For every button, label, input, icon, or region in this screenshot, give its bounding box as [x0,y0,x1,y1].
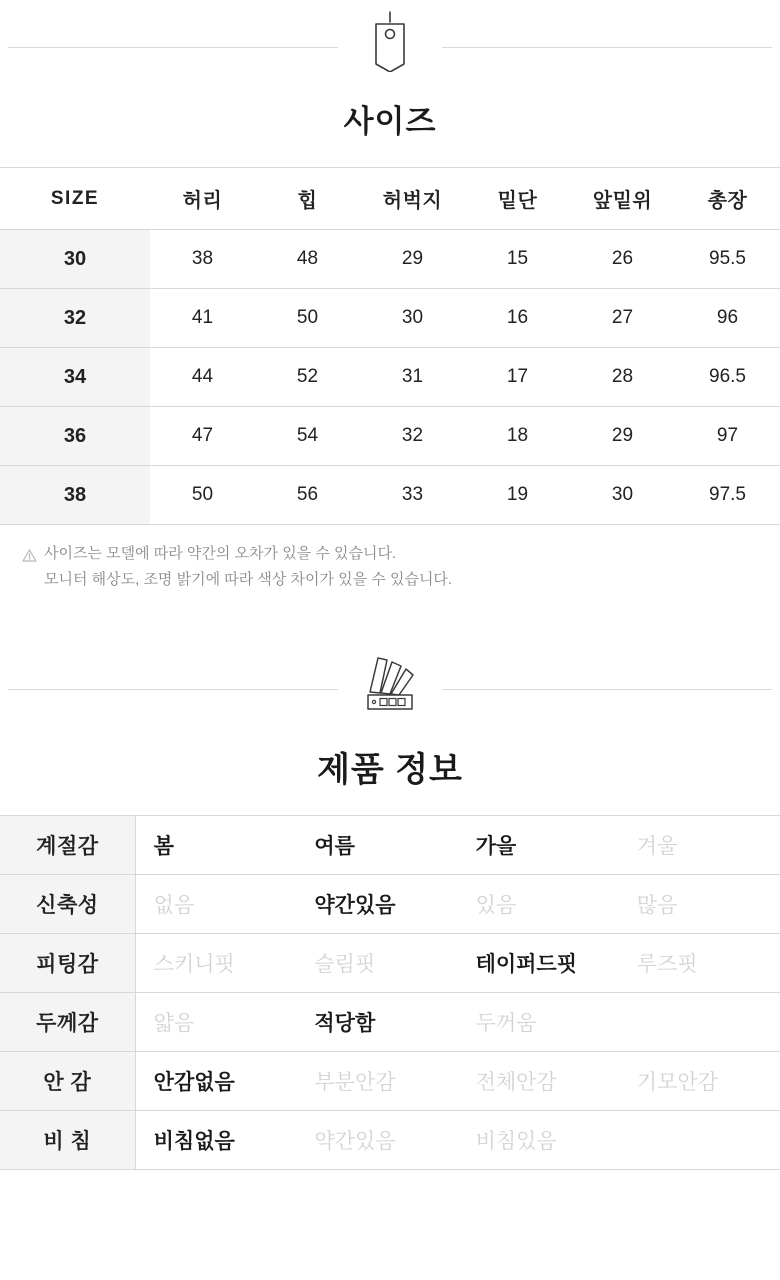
info-option [619,992,780,1051]
header-rule-left [8,47,338,48]
table-row [0,1051,780,1110]
measure-cell: 26 [570,230,675,289]
measure-cell: 33 [360,466,465,525]
fabric-swatch-icon [345,648,435,716]
size-note-line-1: 사이즈는 모델에 따라 약간의 오차가 있을 수 있습니다. [44,545,397,562]
measure-cell: 54 [255,407,360,466]
info-option: 두꺼움 [475,1011,537,1035]
table-row [0,289,780,348]
size-cell: 36 [0,407,150,466]
info-option: 루즈핏 [636,952,698,976]
info-option: 있음 [475,893,517,917]
measure-cell: 19 [465,466,570,525]
size-section-title: 사이즈 [343,104,437,139]
info-row-label: 비 침 [0,1110,135,1169]
info-option: 여름 [314,834,355,858]
measure-cell: 44 [150,348,255,407]
measure-cell: 30 [570,466,675,525]
info-option: 적당함 [314,1011,376,1035]
size-cell: 34 [0,348,150,407]
measure-cell: 29 [360,230,465,289]
measure-cell: 17 [465,348,570,407]
info-option: 없음 [153,893,195,917]
size-col-header: 총장 [675,168,780,230]
table-row [0,407,780,466]
info-option: 스키니핏 [153,952,235,976]
measure-cell: 16 [465,289,570,348]
info-option: 비침없음 [153,1129,235,1153]
product-info-table [0,815,780,1170]
table-row [0,815,780,874]
measure-cell: 50 [255,289,360,348]
measure-cell: 27 [570,289,675,348]
warning-icon [22,545,37,571]
measure-cell: 18 [465,407,570,466]
info-row-label: 두께감 [0,992,135,1051]
info-option: 약간있음 [314,1129,396,1153]
size-col-header: 힙 [255,168,360,230]
measure-cell: 52 [255,348,360,407]
product-section-title: 제품 정보 [317,750,463,789]
measure-cell: 41 [150,289,255,348]
info-option: 기모안감 [636,1070,718,1094]
size-notes [22,541,780,594]
table-row [0,933,780,992]
info-option: 가을 [475,834,517,858]
info-option: 부분안감 [314,1070,396,1094]
size-cell: 30 [0,230,150,289]
size-col-header: 허리 [150,168,255,230]
info-option: 약간있음 [314,893,396,917]
size-section-header [0,0,780,74]
measure-cell: 50 [150,466,255,525]
info-row-label: 피팅감 [0,933,135,992]
header-rule-right [442,689,772,690]
size-notes-text [44,541,452,594]
table-row [0,230,780,289]
size-col-header: 허벅지 [360,168,465,230]
info-option: 안감없음 [153,1070,235,1094]
measure-cell: 97 [675,407,780,466]
info-option: 비침있음 [475,1129,557,1153]
product-section-header [0,642,780,716]
table-row [0,466,780,525]
info-option: 얇음 [153,1011,195,1035]
size-cell: 38 [0,466,150,525]
measure-cell: 95.5 [675,230,780,289]
info-row-label: 계절감 [0,815,135,874]
size-cell: 32 [0,289,150,348]
size-col-header: 밑단 [465,168,570,230]
info-option: 전체안감 [475,1070,557,1094]
info-option: 봄 [153,834,174,858]
table-row [0,1110,780,1169]
info-row-label: 신축성 [0,874,135,933]
measure-cell: 30 [360,289,465,348]
header-rule-left [8,689,338,690]
measure-cell: 29 [570,407,675,466]
info-option: 슬림핏 [314,952,376,976]
measure-cell: 56 [255,466,360,525]
size-col-header: SIZE [0,168,150,230]
size-table [0,167,780,525]
measure-cell: 48 [255,230,360,289]
table-row [0,992,780,1051]
measure-cell: 97.5 [675,466,780,525]
measure-cell: 38 [150,230,255,289]
info-row-label: 안 감 [0,1051,135,1110]
size-col-header: 앞밑위 [570,168,675,230]
measure-cell: 28 [570,348,675,407]
size-note-line-2: 모니터 해상도, 조명 밝기에 따라 색상 차이가 있을 수 있습니다. [44,571,453,589]
table-row [0,874,780,933]
measure-cell: 15 [465,230,570,289]
measure-cell: 32 [360,407,465,466]
header-rule-right [442,47,772,48]
measure-cell: 96.5 [675,348,780,407]
info-option: 테이퍼드핏 [475,952,578,976]
info-option: 겨울 [636,834,678,858]
size-table-header-row [0,168,780,230]
info-option [619,1110,780,1169]
info-option: 많음 [636,893,678,917]
table-row [0,348,780,407]
measure-cell: 47 [150,407,255,466]
price-tag-icon [345,6,435,74]
measure-cell: 31 [360,348,465,407]
measure-cell: 96 [675,289,780,348]
